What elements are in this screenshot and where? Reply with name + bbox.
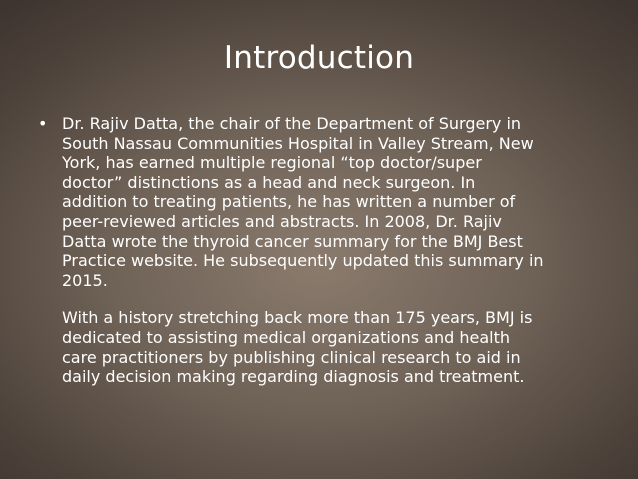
bullet-icon: •: [38, 114, 48, 133]
paragraph-datta-bio: Dr. Rajiv Datta, the chair of the Department of Surgery in South Nassau Communities Hospital in Valley Stream, New York, has earned multiple regional “top doctor/super doctor” distinctions as a head and neck surgeon. In addition to treating patients, he has written a number of peer-reviewed articles and abstracts. In 2008, Dr. Rajiv Datta wrote the thyroid cancer summary for the BMJ Best Practice website. He subsequently updated this summary in 2015.: [62, 114, 544, 290]
paragraph-bmj-history: With a history stretching back more than 175 years, BMJ is dedicated to assisting medical organizations and health care practitioners by publishing clinical research to aid in daily decision making regarding diagnosis and treatment.: [62, 308, 533, 387]
slide-title: Introduction: [223, 40, 415, 76]
bullet-item: [38, 114, 606, 387]
slide-body: [38, 114, 606, 387]
